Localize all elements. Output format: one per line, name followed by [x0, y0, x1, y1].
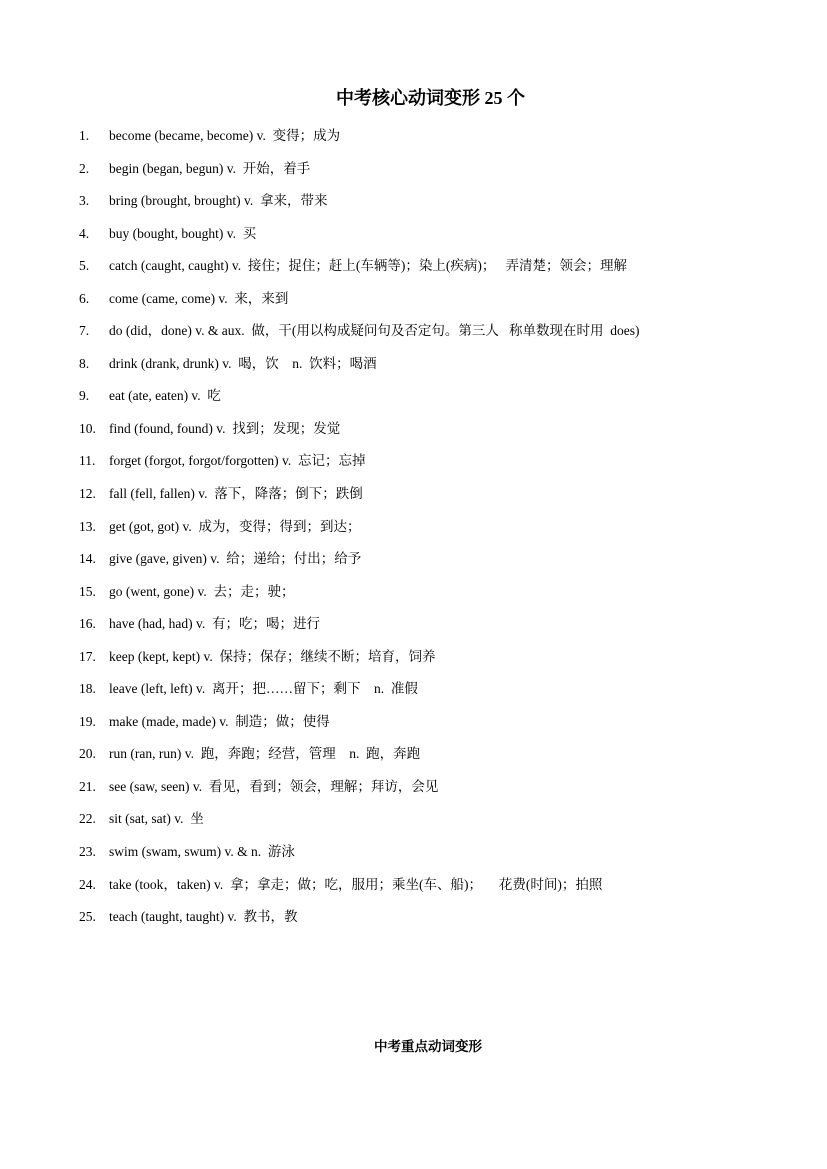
list-item — [79, 321, 779, 354]
item-number: 2. — [79, 160, 90, 176]
list-item — [79, 907, 779, 940]
item-text: eat (ate, eaten) v. 吃 — [109, 388, 221, 404]
item-number: 16. — [79, 616, 96, 632]
item-number: 5. — [79, 258, 90, 274]
list-item — [79, 809, 779, 842]
item-text: sit (sat, sat) v. 坐 — [109, 811, 204, 827]
page-title: 中考核心动词变形 25 个 — [336, 88, 525, 108]
list-item — [79, 777, 779, 810]
list-item — [79, 419, 779, 452]
item-text: go (went, gone) v. 去；走；驶； — [109, 583, 295, 599]
list-item — [79, 159, 779, 192]
item-number: 15. — [79, 583, 96, 599]
list-item — [79, 256, 779, 289]
list-item — [79, 842, 779, 875]
item-text: run (ran, run) v. 跑，奔跑；经营，管理 n. 跑，奔跑 — [109, 746, 421, 762]
list-item — [79, 614, 779, 647]
item-number: 14. — [79, 551, 96, 567]
item-number: 9. — [79, 388, 90, 404]
list-item — [79, 191, 779, 224]
item-number: 4. — [79, 225, 90, 241]
list-item — [79, 712, 779, 745]
list-item — [79, 679, 779, 712]
item-number: 19. — [79, 713, 96, 729]
item-number: 22. — [79, 811, 96, 827]
section-title: 中考重点动词变形 — [374, 1039, 482, 1054]
list-item — [79, 451, 779, 484]
item-text: catch (caught, caught) v. 接住；捉住；赶上(车辆等)；染上(疾病)； 弄清楚；领会；理解 — [109, 258, 628, 274]
item-number: 12. — [79, 486, 96, 502]
item-text: get (got, got) v. 成为，变得；得到；到达； — [109, 518, 361, 534]
list-item — [79, 549, 779, 582]
list-item — [79, 582, 779, 615]
item-text: do (did，done) v. & aux. 做，干(用以构成疑问句及否定句。第三人 称单数现在时用 does) — [109, 323, 640, 339]
list-item — [79, 126, 779, 159]
item-text: forget (forgot, forgot/forgotten) v. 忘记；忘掉 — [109, 453, 366, 469]
item-number: 11. — [79, 453, 96, 469]
item-number: 25. — [79, 909, 96, 925]
item-number: 13. — [79, 518, 96, 534]
item-number: 3. — [79, 193, 90, 209]
item-text: bring (brought, brought) v. 拿来，带来 — [109, 193, 328, 209]
list-item — [79, 484, 779, 517]
item-number: 21. — [79, 778, 96, 794]
list-item — [79, 386, 779, 419]
item-number: 7. — [79, 323, 90, 339]
list-item — [79, 875, 779, 908]
verb-list — [79, 126, 779, 940]
item-number: 6. — [79, 290, 90, 306]
item-number: 23. — [79, 844, 96, 860]
list-item — [79, 517, 779, 550]
item-number: 18. — [79, 681, 96, 697]
item-text: keep (kept, kept) v. 保持；保存；继续不断；培育，饲养 — [109, 648, 436, 664]
item-number: 1. — [79, 128, 90, 143]
item-text: come (came, come) v. 来，来到 — [109, 290, 289, 306]
item-text: see (saw, seen) v. 看见，看到；领会，理解；拜访，会见 — [109, 778, 439, 794]
item-text: find (found, found) v. 找到；发现；发觉 — [109, 420, 341, 436]
item-text: leave (left, left) v. 离开；把……留下；剩下 n. 准假 — [109, 681, 418, 697]
item-number: 17. — [79, 648, 96, 664]
item-number: 10. — [79, 420, 96, 436]
item-number: 20. — [79, 746, 96, 762]
item-text: swim (swam, swum) v. & n. 游泳 — [109, 844, 295, 860]
item-text: begin (began, begun) v. 开始，着手 — [109, 160, 311, 176]
item-text: have (had, had) v. 有；吃；喝；进行 — [109, 616, 320, 632]
item-text: give (gave, given) v. 给；递给；付出；给予 — [109, 551, 362, 567]
list-item — [79, 289, 779, 322]
item-text: become (became, become) v. 变得；成为 — [109, 128, 341, 143]
list-item — [79, 224, 779, 257]
item-number: 24. — [79, 876, 96, 892]
list-item — [79, 354, 779, 387]
item-text: fall (fell, fallen) v. 落下，降落；倒下；跌倒 — [109, 486, 363, 502]
item-text: teach (taught, taught) v. 教书，教 — [109, 909, 298, 925]
item-number: 8. — [79, 355, 90, 371]
item-text: make (made, made) v. 制造；做；使得 — [109, 713, 330, 729]
list-item — [79, 647, 779, 680]
item-text: buy (bought, bought) v. 买 — [109, 225, 257, 241]
list-item — [79, 744, 779, 777]
item-text: take (took，taken) v. 拿；拿走；做；吃，服用；乘坐(车、船)； 花费(时间)；拍照 — [109, 876, 603, 892]
item-text: drink (drank, drunk) v. 喝，饮 n. 饮料；喝酒 — [109, 355, 377, 371]
